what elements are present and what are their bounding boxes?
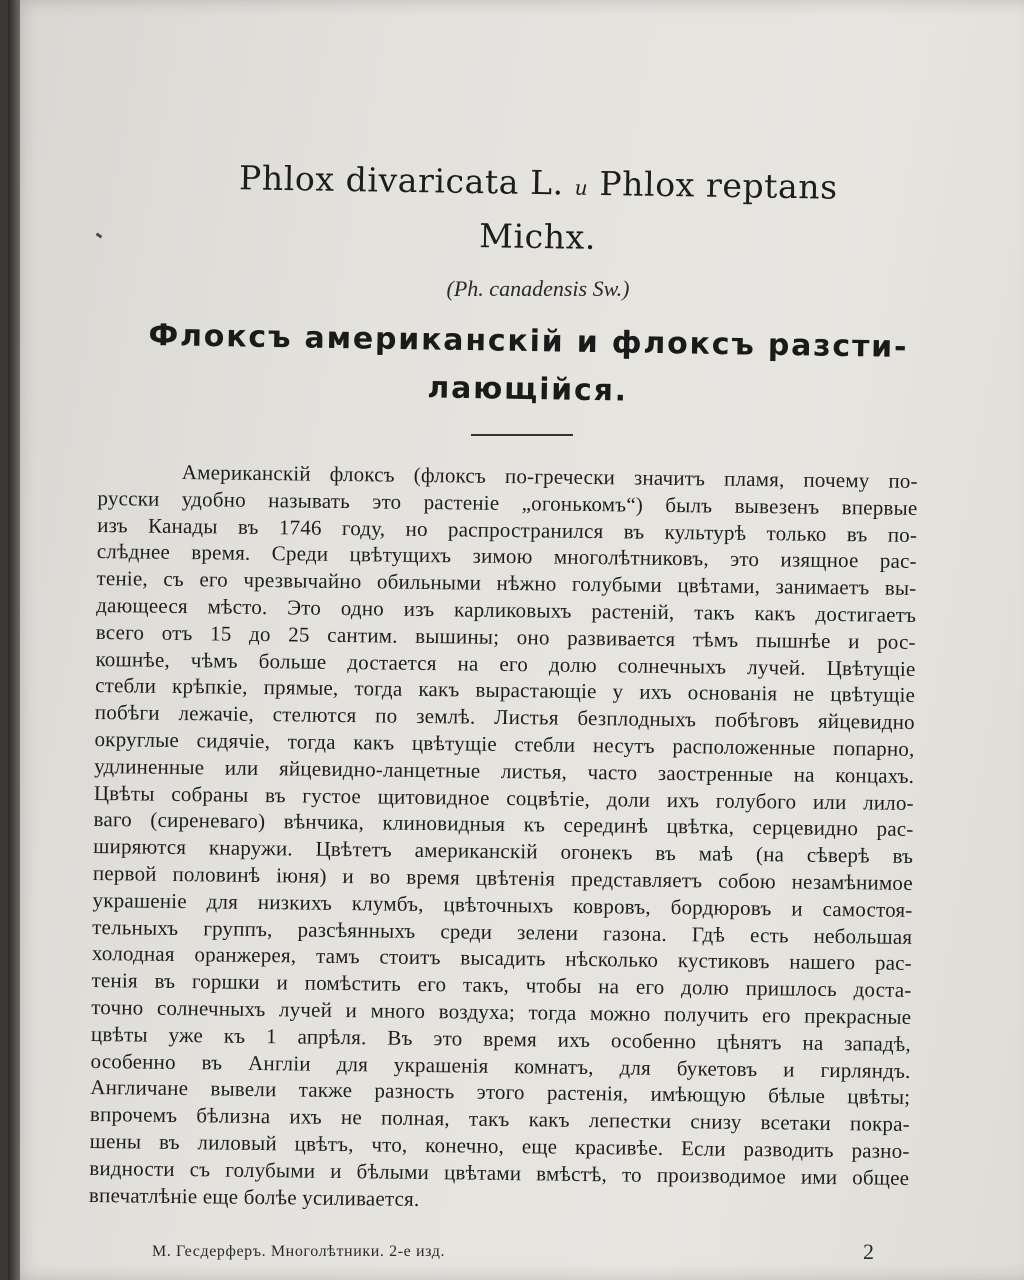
body-line: слѣднее время. Среди цвѣтущихъ зимою многолѣтниковъ, это изящное рас- bbox=[96, 539, 917, 574]
latin-title bbox=[157, 152, 919, 268]
body-line: украшеніе для низкихъ клумбъ, цвѣточныхъ ковровъ, бордюровъ и самостоя- bbox=[92, 887, 913, 922]
body-line: всего отъ 15 до 25 сантим. вышины; оно развивается тѣмъ пышнѣе и рос- bbox=[95, 619, 916, 654]
body-line: Цвѣты собраны въ густое щитовидное соцвѣтіе, доли ихъ голубого или лило- bbox=[93, 780, 914, 815]
latin-title-conjunction: и bbox=[574, 175, 589, 200]
body-line: шены въ лиловый цвѣтъ, что, конечно, еще красивѣе. Если разводить разно- bbox=[89, 1128, 910, 1163]
body-line: холодная оранжерея, тамъ стоитъ высадить нѣсколько кустиковъ нашего рас- bbox=[91, 941, 913, 976]
ink-mark bbox=[96, 233, 103, 239]
body-line: первой половинѣ іюня) и во время цвѣтенія представляетъ собою незамѣнимое bbox=[92, 860, 914, 895]
body-line: точно солнечныхъ лучей и много воздуха; тогда можно получить его прекрасные bbox=[91, 994, 912, 1029]
body-line: кошнѣе, чѣмъ больше достается на его долю солнечныхъ лучей. Цвѣтущіе bbox=[95, 646, 916, 681]
footer-signature: М. Гесдерферъ. Многолѣтники. 2-е изд. bbox=[152, 1243, 446, 1260]
body-line: впечатлѣніе еще болѣе усиливается. bbox=[88, 1182, 420, 1211]
russian-title-line1: Флоксъ американскій и флоксъ разсти- bbox=[148, 318, 909, 365]
page-number: 2 bbox=[863, 1239, 874, 1264]
page-binding-shadow bbox=[8, 0, 20, 1280]
latin-title-line2: Michx. bbox=[478, 216, 597, 257]
body-line: дающееся мѣсто. Это одно изъ карликовыхъ растеній, такъ какъ достигаетъ bbox=[96, 592, 917, 627]
body-line: стебли крѣпкіе, прямые, тогда какъ вырастающіе у ихъ основанія не цвѣтущіе bbox=[95, 673, 916, 708]
body-line: округлые сидячіе, тогда какъ цвѣтущіе стебли несутъ расположенные попарно, bbox=[94, 726, 915, 761]
body-line: теніе, съ его чрезвычайно обильными нѣжно голубыми цвѣтами, занимаетъ вы- bbox=[96, 566, 917, 601]
latin-title-part-b: Phlox reptans bbox=[599, 163, 839, 207]
body-line: ваго (сиреневаго) вѣнчика, клиновидныя къ серединѣ цвѣтка, серцевидно рас- bbox=[93, 807, 914, 842]
body-line: впрочемъ бѣлизна ихъ не полная, такъ какъ лепестки снизу всетаки покра- bbox=[89, 1102, 911, 1137]
russian-title bbox=[117, 312, 938, 421]
body-line: побѣги лежачіе, стелются по землѣ. Листья безплодныхъ побѣговъ яйцевидно bbox=[94, 700, 915, 735]
body-line: удлиненные или яйцевидно-ланцетные листья, часто заостренные на концахъ. bbox=[94, 753, 915, 788]
body-line: цвѣты уже къ 1 апрѣля. Въ это время ихъ особенно цѣнятъ на западѣ, bbox=[90, 1021, 912, 1056]
latin-title-part-a: Phlox divaricata L. bbox=[238, 158, 565, 203]
body-paragraph bbox=[89, 458, 918, 1218]
body-line: изъ Канады въ 1746 году, но распространился въ культурѣ только въ по- bbox=[97, 512, 918, 547]
body-line: Англичане вывели также разность этого растенія, имѣющую бѣлые цвѣты; bbox=[90, 1075, 911, 1110]
body-line: Американскій флоксъ (флоксъ по-гречески значитъ пламя, почему по- bbox=[181, 460, 918, 494]
body-line: ширяются кнаружи. Цвѣтетъ американскій огонекъ въ маѣ (на сѣверѣ въ bbox=[93, 834, 914, 869]
body-line: русски удобно называть это растеніе „огонькомъ“) былъ вывезенъ впервые bbox=[97, 485, 918, 520]
book-page bbox=[8, 0, 1024, 1280]
body-line: тенія въ горшки и помѣстить его такъ, чтобы на его долю пришлось доста- bbox=[91, 968, 912, 1003]
russian-title-line2: лающійся. bbox=[427, 370, 629, 409]
body-line: видности съ голубыми и бѣлыми цвѣтами вмѣстѣ, то производимое ими общее bbox=[89, 1155, 910, 1190]
body-line: тельныхъ группъ, разсѣянныхъ среди зелени газона. Гдѣ есть небольшая bbox=[92, 914, 913, 949]
body-line: особенно въ Англіи для украшенія комнатъ, для букетовъ и гирляндъ. bbox=[90, 1048, 911, 1083]
section-divider bbox=[471, 434, 573, 436]
synonym-subtitle: (Ph. canadensis Sw.) bbox=[446, 276, 630, 301]
